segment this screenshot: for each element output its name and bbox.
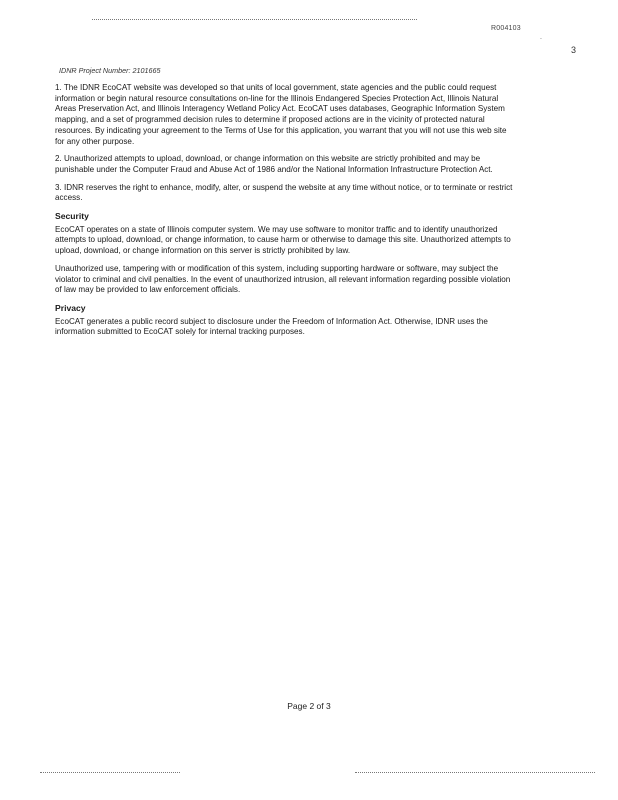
page-number: Page 2 of 3 (287, 701, 331, 711)
term-2: 2. Unauthorized attempts to upload, download, or change information on this website are strictly prohibited and may be punishable under the Computer Fraud and Abuse Act of 1986 and/or the National Information Infrastructure Protection Act. (55, 154, 493, 174)
corner-mark: 3 (571, 45, 577, 55)
request-number: IDNR Project Number: 2101665 (59, 66, 161, 75)
privacy-paragraph: EcoCAT generates a public record subject to disclosure under the Freedom of Information Act. Otherwise, IDNR uses the information submitted to EcoCAT solely for internal tracking purposes. (55, 316, 488, 337)
term-3: 3. IDNR reserves the right to enhance, modify, alter, or suspend the website at any time without notice, or to terminate or restrict access. (55, 182, 513, 203)
security-paragraph-2: Unauthorized use, tampering with or modification of this system, including supporting hardware or software, may subject the violator to criminal and civil penalties. In the event of unauthorized intrusion, all relevant information regarding possible violation of law may be provided to law enforcement officials. (55, 263, 511, 295)
document-body (55, 83, 513, 345)
scan-artifact-bottom-right (355, 772, 595, 773)
scan-artifact-top (92, 19, 417, 20)
privacy-heading: Privacy (55, 302, 86, 313)
scan-mark: . (540, 34, 542, 41)
term-1: 1. The IDNR EcoCAT website was developed so that units of local government, state agencies and the public could request information or begin natural resource consultations on-line for the Illinois Endangered Species Protection Act, Illinois Natural Areas Preservation Act, and Illinois Interagency Wetland Policy Act. EcoCAT uses databases, Geographic Information System mapping, and a set of programmed decision rules to determine if proposed actions are in the vicinity of protected natural resources. By indicating your agreement to the Terms of Use for this application, you warrant that you will not use this web site for any other purpose. (55, 83, 507, 146)
security-paragraph-1: EcoCAT operates on a state of Illinois computer system. We may use software to monitor traffic and to identify unauthorized attempts to upload, download, or change information, to cause harm or otherwise to damage this site. Unauthorized attempts to upload, download, or change information on this server is strictly prohibited by law. (55, 224, 511, 256)
security-heading: Security (55, 211, 89, 222)
scan-artifact-bottom-left (40, 772, 180, 773)
bates-number: R004103 (491, 25, 521, 32)
